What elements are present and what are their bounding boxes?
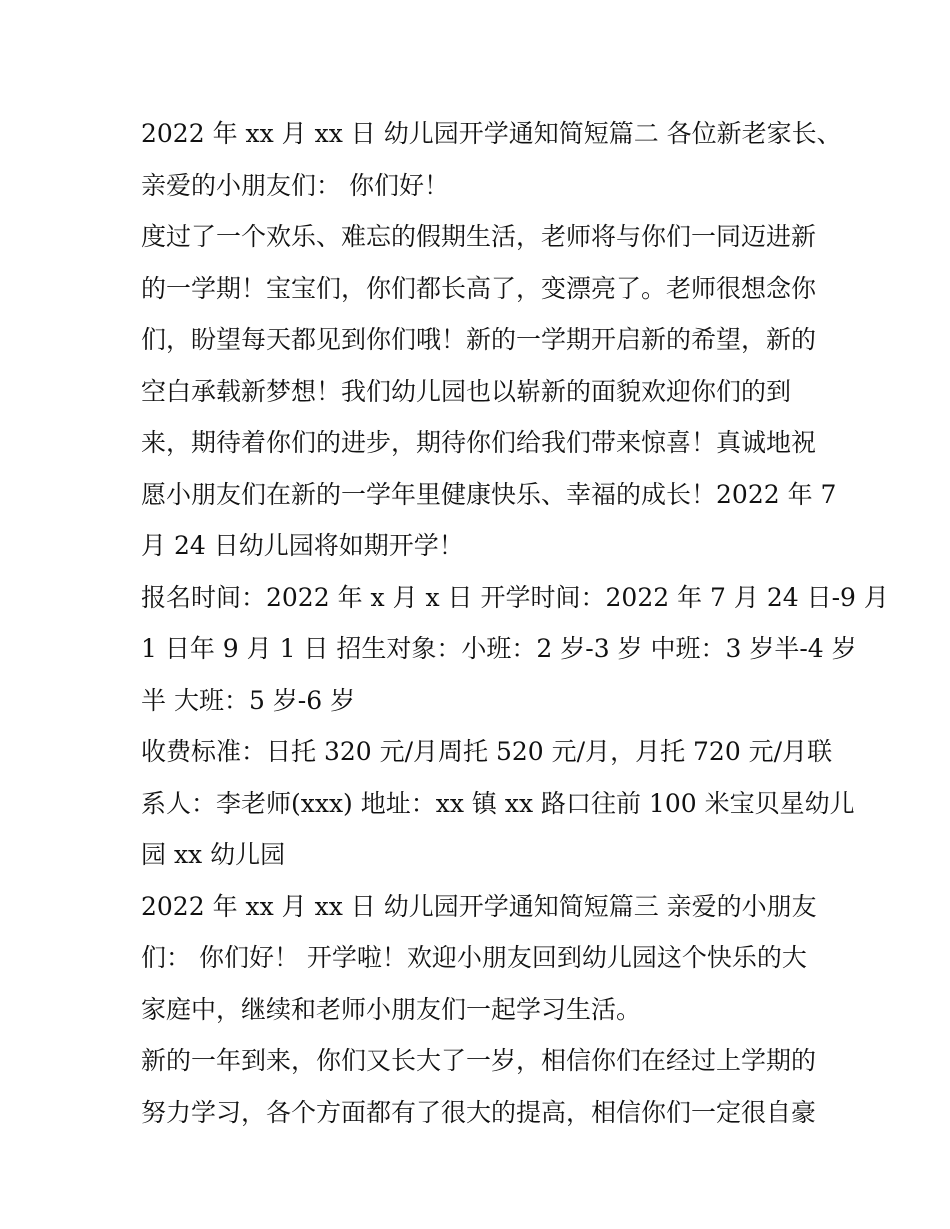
text-line: 2022 年 xx 月 xx 日 幼儿园开学通知简短篇三 亲爱的小朋友 (141, 891, 817, 921)
text-line: 家庭中，继续和老师小朋友们一起学习生活。 (141, 994, 642, 1024)
text-line: 新的一年到来，你们又长大了一岁，相信你们在经过上学期的 (141, 1046, 817, 1075)
text-line: 的一学期！宝宝们，你们都长高了，变漂亮了。老师很想念你 (141, 273, 817, 303)
text-line: 1 日年 9 月 1 日 招生对象：小班：2 岁-3 岁 中班：3 岁半-4 岁 (141, 634, 857, 663)
document-body (141, 108, 889, 1138)
text-line: 来，期待着你们的进步，期待你们给我们带来惊喜！真诚地祝 (141, 428, 817, 457)
text-line: 空白承载新梦想！我们幼儿园也以崭新的面貌欢迎你们的到 (141, 376, 792, 406)
text-line: 半 大班：5 岁-6 岁 (141, 685, 356, 715)
text-line: 月 24 日幼儿园将如期开学！ (141, 531, 464, 560)
text-line: 度过了一个欢乐、难忘的假期生活，老师将与你们一同迈进新 (141, 222, 817, 251)
text-line: 收费标准：日托 320 元/月周托 520 元/月，月托 720 元/月联 (141, 737, 833, 766)
text-line: 系人：李老师(xxx) 地址：xx 镇 xx 路口往前 100 米宝贝星幼儿 (141, 788, 855, 818)
text-line: 园 xx 幼儿园 (141, 840, 286, 869)
text-line: 愿小朋友们在新的一学年里健康快乐、幸福的成长！2022 年 7 (141, 479, 837, 509)
text-line: 亲爱的小朋友们： 你们好！ (141, 170, 449, 200)
text-line: 2022 年 xx 月 xx 日 幼儿园开学通知简短篇二 各位新老家长、 (141, 119, 842, 148)
text-line: 努力学习，各个方面都有了很大的提高，相信你们一定很自豪 (141, 1097, 817, 1127)
text-line: 们： 你们好！ 开学啦！欢迎小朋友回到幼儿园这个快乐的大 (141, 943, 807, 972)
text-line: 报名时间：2022 年 x 月 x 日 开学时间：2022 年 7 月 24 日-9 月 (141, 582, 889, 612)
text-line: 们，盼望每天都见到你们哦！新的一学期开启新的希望，新的 (141, 325, 817, 354)
